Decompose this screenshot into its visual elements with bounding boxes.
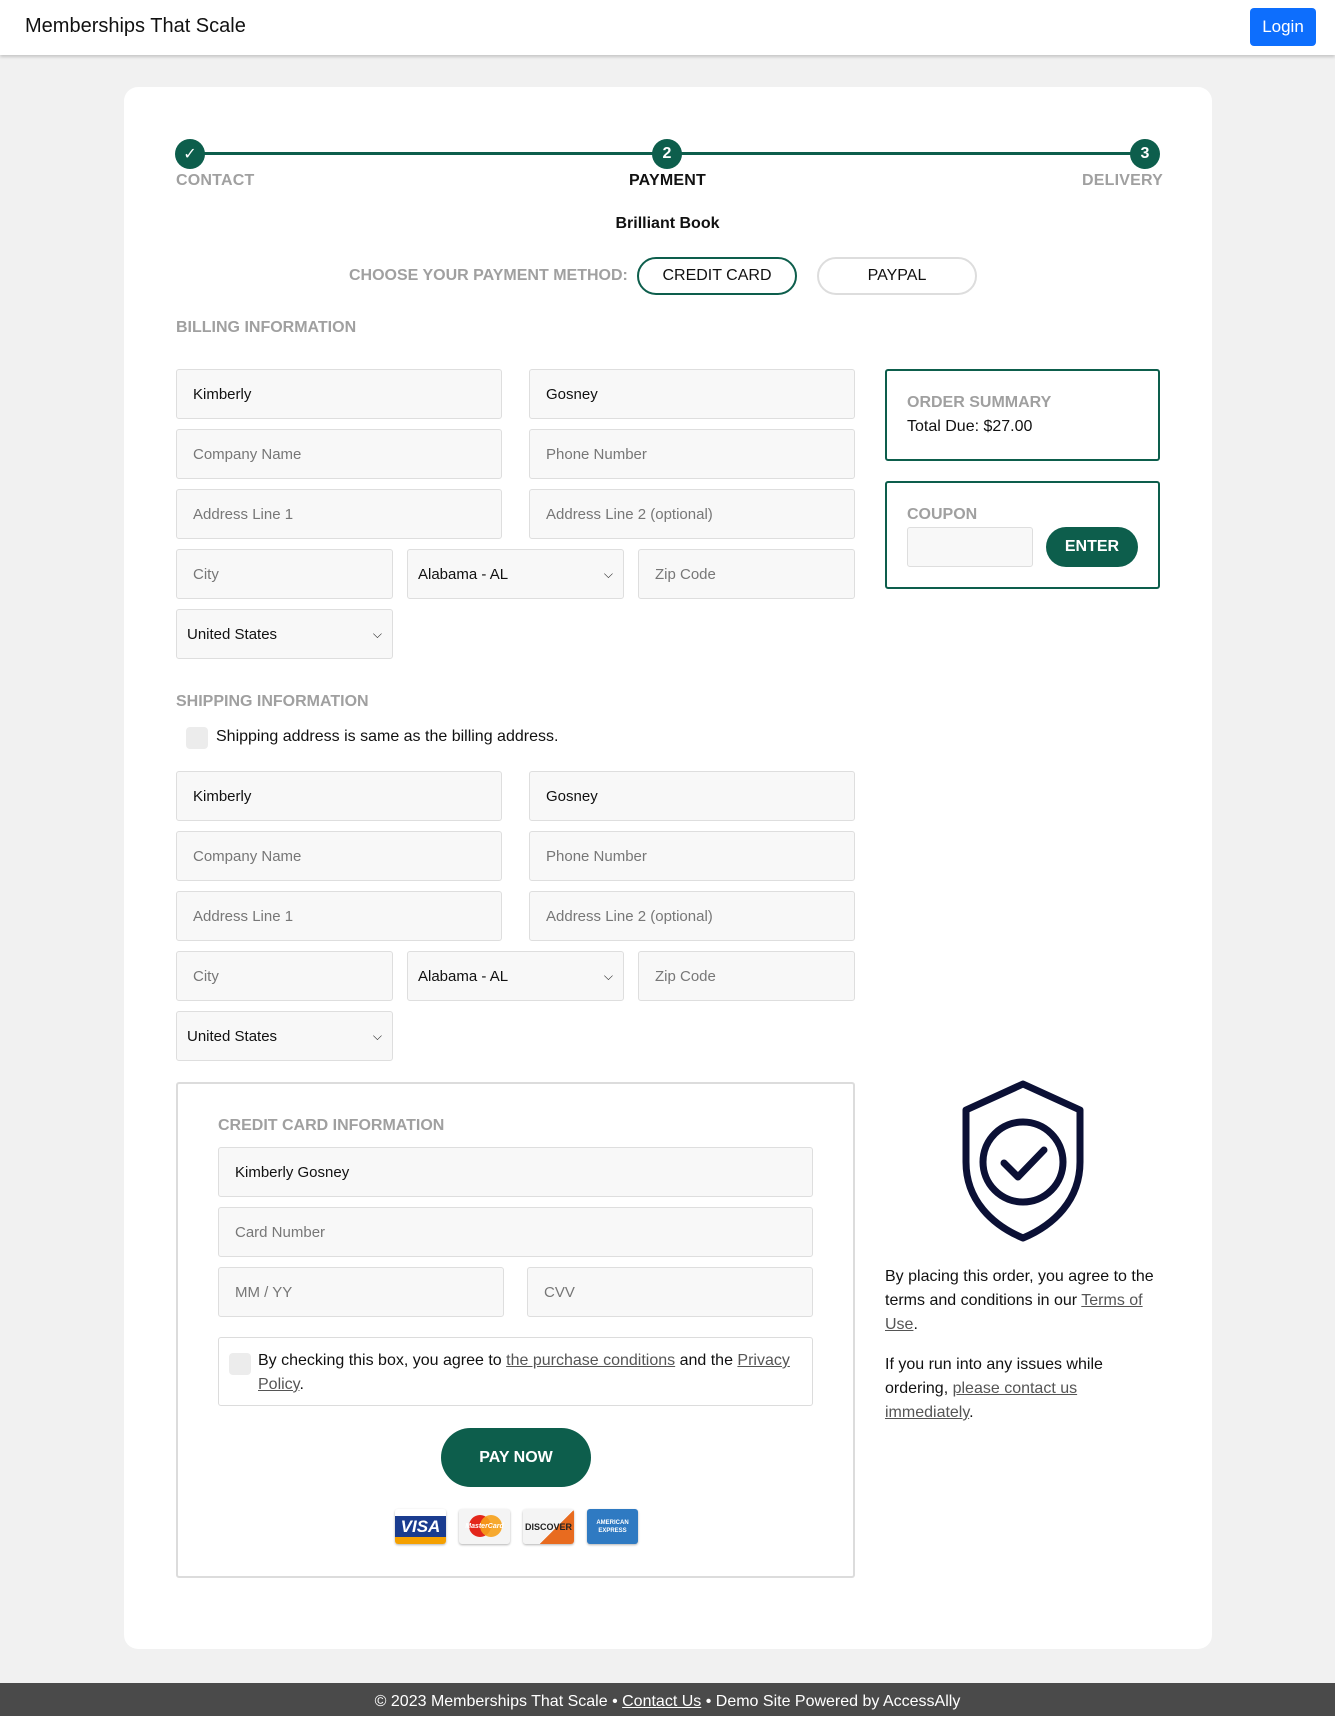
amex-logo-icon: AMERICAN EXPRESS (587, 1509, 638, 1544)
purchase-conditions-link[interactable]: the purchase conditions (506, 1352, 676, 1369)
step-contact-label: CONTACT (176, 172, 255, 189)
shipping-city-input[interactable] (176, 951, 393, 1001)
shipping-zip-input[interactable] (638, 951, 855, 1001)
order-total: Total Due: $27.00 (907, 418, 1033, 435)
step-payment-marker: 2 (652, 139, 682, 169)
step-delivery-label: DELIVERY (1082, 172, 1164, 189)
billing-address1-input[interactable] (176, 489, 502, 539)
billing-address2-input[interactable] (529, 489, 855, 539)
issues-notice (885, 1353, 1165, 1425)
billing-city-input[interactable] (176, 549, 393, 599)
billing-country-value: United States (187, 625, 278, 643)
terms-notice (885, 1265, 1165, 1337)
billing-phone-input[interactable] (529, 429, 855, 479)
chevron-down-icon: ⌵ (372, 1028, 382, 1043)
agree-checkbox[interactable] (229, 1353, 251, 1375)
shipping-first-name-input[interactable] (176, 771, 502, 821)
terms-prefix: By placing this order, you agree to the terms and conditions in our (885, 1268, 1154, 1309)
shipping-last-name-input[interactable] (529, 771, 855, 821)
footer-copyright: © 2023 Memberships That Scale (374, 1693, 608, 1710)
shipping-state-select[interactable] (407, 951, 624, 1001)
agree-text (258, 1349, 806, 1397)
coupon-title: COUPON (907, 506, 978, 523)
billing-first-name-input[interactable] (176, 369, 502, 419)
issues-prefix: If you run into any issues while ordering, (885, 1356, 1103, 1397)
same-as-billing-checkbox[interactable] (186, 727, 208, 749)
privacy-policy-link[interactable]: Privacy Policy (258, 1352, 790, 1393)
billing-country-select[interactable] (176, 609, 393, 659)
paypal-option-button[interactable]: PAYPAL (817, 257, 977, 295)
billing-zip-input[interactable] (638, 549, 855, 599)
visa-logo-icon: VISA (395, 1509, 446, 1544)
footer (0, 1683, 1335, 1716)
footer-contact-link[interactable]: Contact Us (622, 1693, 702, 1710)
step-payment-label: PAYMENT (629, 172, 706, 189)
top-navbar (0, 0, 1335, 55)
product-name: Brilliant Book (615, 215, 720, 232)
shipping-address2-input[interactable] (529, 891, 855, 941)
coupon-input[interactable] (907, 527, 1033, 567)
shield-check-icon (958, 1080, 1088, 1242)
card-cvv-input[interactable] (527, 1267, 813, 1317)
agree-suffix: . (299, 1376, 304, 1393)
order-summary-box (885, 369, 1160, 461)
shipping-country-value: United States (187, 1027, 278, 1045)
same-as-billing-label: Shipping address is same as the billing address. (216, 728, 559, 745)
footer-powered-by: Demo Site Powered by AccessAlly (715, 1693, 961, 1710)
billing-company-input[interactable] (176, 429, 502, 479)
terms-of-use-link[interactable]: Terms of Use (885, 1292, 1143, 1333)
card-expiry-input[interactable] (218, 1267, 504, 1317)
billing-title: BILLING INFORMATION (176, 319, 357, 336)
shipping-address1-input[interactable] (176, 891, 502, 941)
payment-method-label: CHOOSE YOUR PAYMENT METHOD: (349, 267, 628, 284)
coupon-enter-button[interactable]: ENTER (1046, 527, 1138, 567)
order-summary-title: ORDER SUMMARY (907, 394, 1052, 411)
discover-logo-icon: DISCOVER (523, 1509, 574, 1544)
shipping-phone-input[interactable] (529, 831, 855, 881)
card-name-input[interactable] (218, 1147, 813, 1197)
chevron-down-icon: ⌵ (603, 566, 613, 581)
shipping-company-input[interactable] (176, 831, 502, 881)
issues-suffix: . (969, 1404, 974, 1421)
shipping-country-select[interactable] (176, 1011, 393, 1061)
agree-prefix: By checking this box, you agree to (258, 1352, 507, 1369)
chevron-down-icon: ⌵ (603, 968, 613, 983)
credit-card-option-button[interactable]: CREDIT CARD (637, 257, 797, 295)
login-button[interactable]: Login (1250, 8, 1316, 46)
shipping-state-value: Alabama - AL (418, 967, 509, 985)
footer-separator: • (607, 1693, 623, 1710)
shipping-title: SHIPPING INFORMATION (176, 693, 369, 710)
brand-name[interactable]: Memberships That Scale (25, 15, 246, 37)
footer-separator: • (701, 1693, 716, 1710)
billing-state-select[interactable] (407, 549, 624, 599)
agree-mid: and the (675, 1352, 738, 1369)
billing-state-value: Alabama - AL (418, 565, 509, 583)
step-contact-check-icon: ✓ (175, 139, 205, 169)
mastercard-logo-icon (459, 1509, 510, 1544)
mastercard-logo-text: MasterCard (465, 1523, 504, 1530)
chevron-down-icon: ⌵ (372, 626, 382, 641)
card-number-input[interactable] (218, 1207, 813, 1257)
terms-suffix: . (913, 1316, 918, 1333)
billing-last-name-input[interactable] (529, 369, 855, 419)
credit-card-title: CREDIT CARD INFORMATION (218, 1117, 445, 1134)
pay-now-button[interactable]: PAY NOW (441, 1428, 591, 1487)
contact-support-link[interactable]: please contact us immediately (885, 1380, 1078, 1421)
step-delivery-marker: 3 (1130, 139, 1160, 169)
